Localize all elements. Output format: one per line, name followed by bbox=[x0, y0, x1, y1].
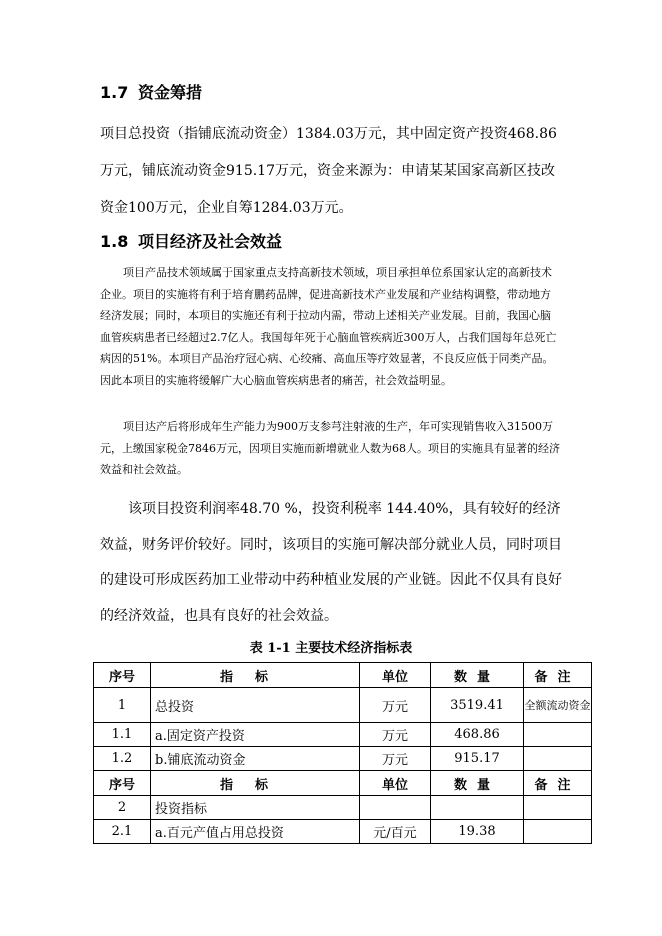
cell-seq: 1 bbox=[94, 688, 151, 723]
section-number: 1.8 bbox=[100, 232, 129, 251]
indicator-table bbox=[93, 662, 592, 844]
header-quantity: 数量 bbox=[431, 771, 524, 796]
benefit-paragraph-1: 项目产品技术领域属于国家重点支持高新技术领域，项目承担单位系国家认定的高新技术企业。项目的实施将有利于培育鹏药品牌，促进高新技术产业发展和产业结构调整，带动地方经济发展；同时，本项目的实施还有利于拉动内需，带动上述相关产业发展。目前，我国心脑血管疾病患者已经超过2.7亿人。我国每年死于心脑血管疾病近300万人，占我们国每年总死亡病因的51%。本项目产品治疗冠心病、心绞痛、高血压等疗效显著，不良反应低于同类产品。因此本项目的实施将缓解广大心脑血管疾病患者的痛苦，社会效益明显。 bbox=[100, 266, 557, 387]
header-note: 备注 bbox=[524, 771, 592, 796]
table-row bbox=[94, 796, 592, 820]
cell-seq: 2.1 bbox=[94, 820, 151, 844]
cell-note: 全额流动资金 bbox=[524, 688, 592, 723]
cell-unit: 万元 bbox=[360, 723, 431, 747]
cell-seq: 2 bbox=[94, 796, 151, 820]
section-heading-1-7 bbox=[100, 80, 202, 103]
cell-indicator: 投资指标 bbox=[151, 796, 360, 820]
section-number: 1.7 bbox=[100, 83, 129, 102]
cell-quantity bbox=[431, 796, 524, 820]
section-title: 项目经济及社会效益 bbox=[138, 232, 283, 251]
cell-note bbox=[524, 723, 592, 747]
cell-unit bbox=[360, 796, 431, 820]
cell-note bbox=[524, 820, 592, 844]
cell-quantity: 915.17 bbox=[431, 747, 524, 771]
cell-quantity: 468.86 bbox=[431, 723, 524, 747]
cell-note bbox=[524, 796, 592, 820]
header-indicator: 指标 bbox=[151, 771, 360, 796]
cell-indicator: a.固定资产投资 bbox=[151, 723, 360, 747]
table-row bbox=[94, 688, 592, 723]
table-header-row bbox=[94, 663, 592, 688]
cell-indicator: 总投资 bbox=[151, 688, 360, 723]
benefit-paragraph-2: 项目达产后将形成年生产能力为900万支参芎注射液的生产，年可实现销售收入31500万元，上缴国家税金7846万元，因项目实施而新增就业人数为68人。项目的实施具有显著的经济效益和社会效益。 bbox=[100, 420, 560, 477]
table-header-row bbox=[94, 771, 592, 796]
table-caption: 表 1-1 主要技术经济指标表 bbox=[249, 641, 413, 656]
cell-unit: 元/百元 bbox=[360, 820, 431, 844]
cell-indicator: a.百元产值占用总投资 bbox=[151, 820, 360, 844]
section-heading-1-8 bbox=[100, 229, 282, 252]
table-row bbox=[94, 747, 592, 771]
section-title: 资金筹措 bbox=[138, 83, 203, 102]
header-unit: 单位 bbox=[360, 771, 431, 796]
table-row bbox=[94, 723, 592, 747]
cell-quantity: 3519.41 bbox=[431, 688, 524, 723]
header-quantity: 数量 bbox=[431, 663, 524, 688]
cell-unit: 万元 bbox=[360, 688, 431, 723]
cell-seq: 1.2 bbox=[94, 747, 151, 771]
table-row bbox=[94, 820, 592, 844]
funding-paragraph: 项目总投资（指铺底流动资金）1384.03万元，其中固定资产投资468.86万元，铺底流动资金915.17万元，资金来源为：申请某某国家高新区技改资金100万元，企业自筹1284.03万元。 bbox=[100, 126, 557, 216]
header-seq: 序号 bbox=[94, 663, 151, 688]
cell-seq: 1.1 bbox=[94, 723, 151, 747]
header-seq: 序号 bbox=[94, 771, 151, 796]
cell-note bbox=[524, 747, 592, 771]
cell-quantity: 19.38 bbox=[431, 820, 524, 844]
benefit-paragraph-3: 该项目投资利润率48.70 %，投资利税率 144.40%，具有较好的经济效益，财务评价较好。同时，该项目的实施可解决部分就业人员，同时项目的建设可形成医药加工业带动中药种植业发展的产业链。因此不仅具有良好的经济效益，也具有良好的社会效益。 bbox=[100, 501, 562, 624]
header-unit: 单位 bbox=[360, 663, 431, 688]
cell-unit: 万元 bbox=[360, 747, 431, 771]
header-note: 备注 bbox=[524, 663, 592, 688]
header-indicator: 指标 bbox=[151, 663, 360, 688]
cell-indicator: b.铺底流动资金 bbox=[151, 747, 360, 771]
